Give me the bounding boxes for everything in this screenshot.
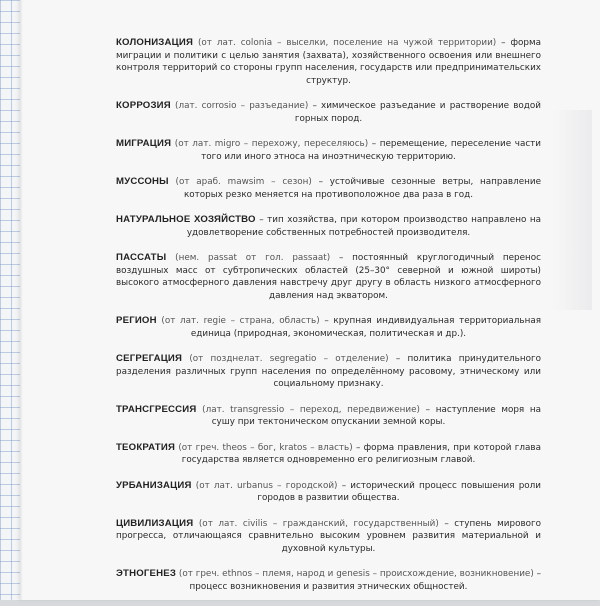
entry-definition: – исторический процесс повышения роли городов в развитии общества. [257,480,542,503]
glossary-entry-etnogenez [116,568,541,593]
entry-definition: – постоянный круглогодичный перенос воздушных масс от субтропических областей (25–30° северной и южной широты) высокого атмосферного давления навстречу друг другу в область низкого атмосферного давления над экватором. [116,253,542,301]
entry-etymology: (от лат. civilis – гражданский, государственный) [198,518,439,529]
entry-etymology: (лат. corrosio – разъедание) [175,101,309,111]
entry-term: ЦИВИЛИЗАЦИЯ [116,517,194,529]
glossary-entry-segregatsiya [116,353,541,391]
glossary-entry-migratsiya [116,138,541,163]
entry-etymology: (от греч. ethnos – племя, народ и genesis – происхождение, возникновение) [178,569,534,579]
entry-term: ЭТНОГЕНЕЗ [116,568,177,579]
entry-etymology: (от араб. mawsim – сезон) [175,177,312,187]
entry-etymology: (от лат. colonia – выселки, поселение на чужой территории) [197,38,497,48]
entry-term: ПАССАТЫ [116,252,167,263]
entry-term: СЕГРЕГАЦИЯ [116,353,183,364]
document-page [20,0,600,600]
entry-etymology: (от греч. theos – бог, kratos – власть) [178,442,353,453]
entry-etymology: (от позднелат. segregatio – отделение) [189,354,389,364]
page-shading [552,110,592,310]
entry-definition: – наступление моря на сушу при тектоническом опускании земной коры. [211,404,542,427]
entry-term: МИГРАЦИЯ [116,138,172,149]
entry-definition: – форма правления, при которой глава государства является одновременно его религиозным главой. [181,442,542,465]
entry-definition: – устойчивые сезонные ветры, направление которых резко меняется на противоположное два раза в год. [183,177,541,200]
glossary-entry-region [116,315,541,340]
glossary-entry-urbanizatsiya [116,480,541,505]
entry-term: ТРАНСГРЕССИЯ [116,403,197,415]
glossary-entry-tsivilizatsiya [116,518,541,556]
entry-etymology: (лат. transgressio – переход, передвижение) [202,404,420,415]
entry-definition: – форма миграции и политики с целью занятия (захвата), хозяйственного освоения или внешнего контроля территорий со стороны групп населения, государств или предпринимательских структур. [116,38,542,86]
entry-definition: – политика принудительного разделения различных групп населения по определённому расовому, этническому или социальному признаку. [116,354,542,389]
entry-definition: – процесс возникновения и развития этнических общностей. [189,569,542,592]
entry-etymology: (от лат. urbanus – городской) [195,480,338,491]
entry-definition: – ступень мирового прогресса, отличающаяся сравнительно высоким уровнем развития материальной и духовной культуры. [116,518,542,554]
page-edge [20,0,23,600]
entry-etymology: (от лат. regie – страна, область) [161,316,320,326]
glossary-entry-transgressiya [116,404,541,429]
entry-definition: – тип хозяйства, при котором производство направлено на удовлетворение собственных потребностей производителя. [186,215,542,238]
entry-definition: – перемещение, переселение части того или иного этноса на иноэтническую территорию. [201,139,542,162]
glossary-entry-korroziya [116,100,541,125]
entry-etymology: (нем. passat от гол. passaat) [175,253,331,263]
glossary-entry-passaty [116,252,541,302]
glossary [116,37,541,606]
entry-etymology: (от лат. migro – перехожу, переселяюсь) [174,139,369,149]
glossary-entry-kolonizatsiya [116,37,541,87]
entry-term: КОЛОНИЗАЦИЯ [116,37,194,48]
glossary-entry-teokratiya [116,442,541,467]
entry-term: УРБАНИЗАЦИЯ [116,479,192,491]
entry-definition: – крупная индивидуальная территориальная единица (природная, экономическая, политическая и др.). [190,316,542,339]
entry-term: РЕГИОН [116,315,157,326]
entry-term: МУССОНЫ [116,176,169,187]
glossary-entry-naturalnoe-khozyaystvo [116,214,541,239]
glossary-entry-mussony [116,176,541,201]
entry-definition: – химическое разъедание и растворение водой горных пород. [294,101,541,124]
entry-term: ТЕОКРАТИЯ [116,441,176,453]
entry-term: НАТУРАЛЬНОЕ ХОЗЯЙСТВО [116,214,256,225]
entry-term: КОРРОЗИЯ [116,100,171,111]
